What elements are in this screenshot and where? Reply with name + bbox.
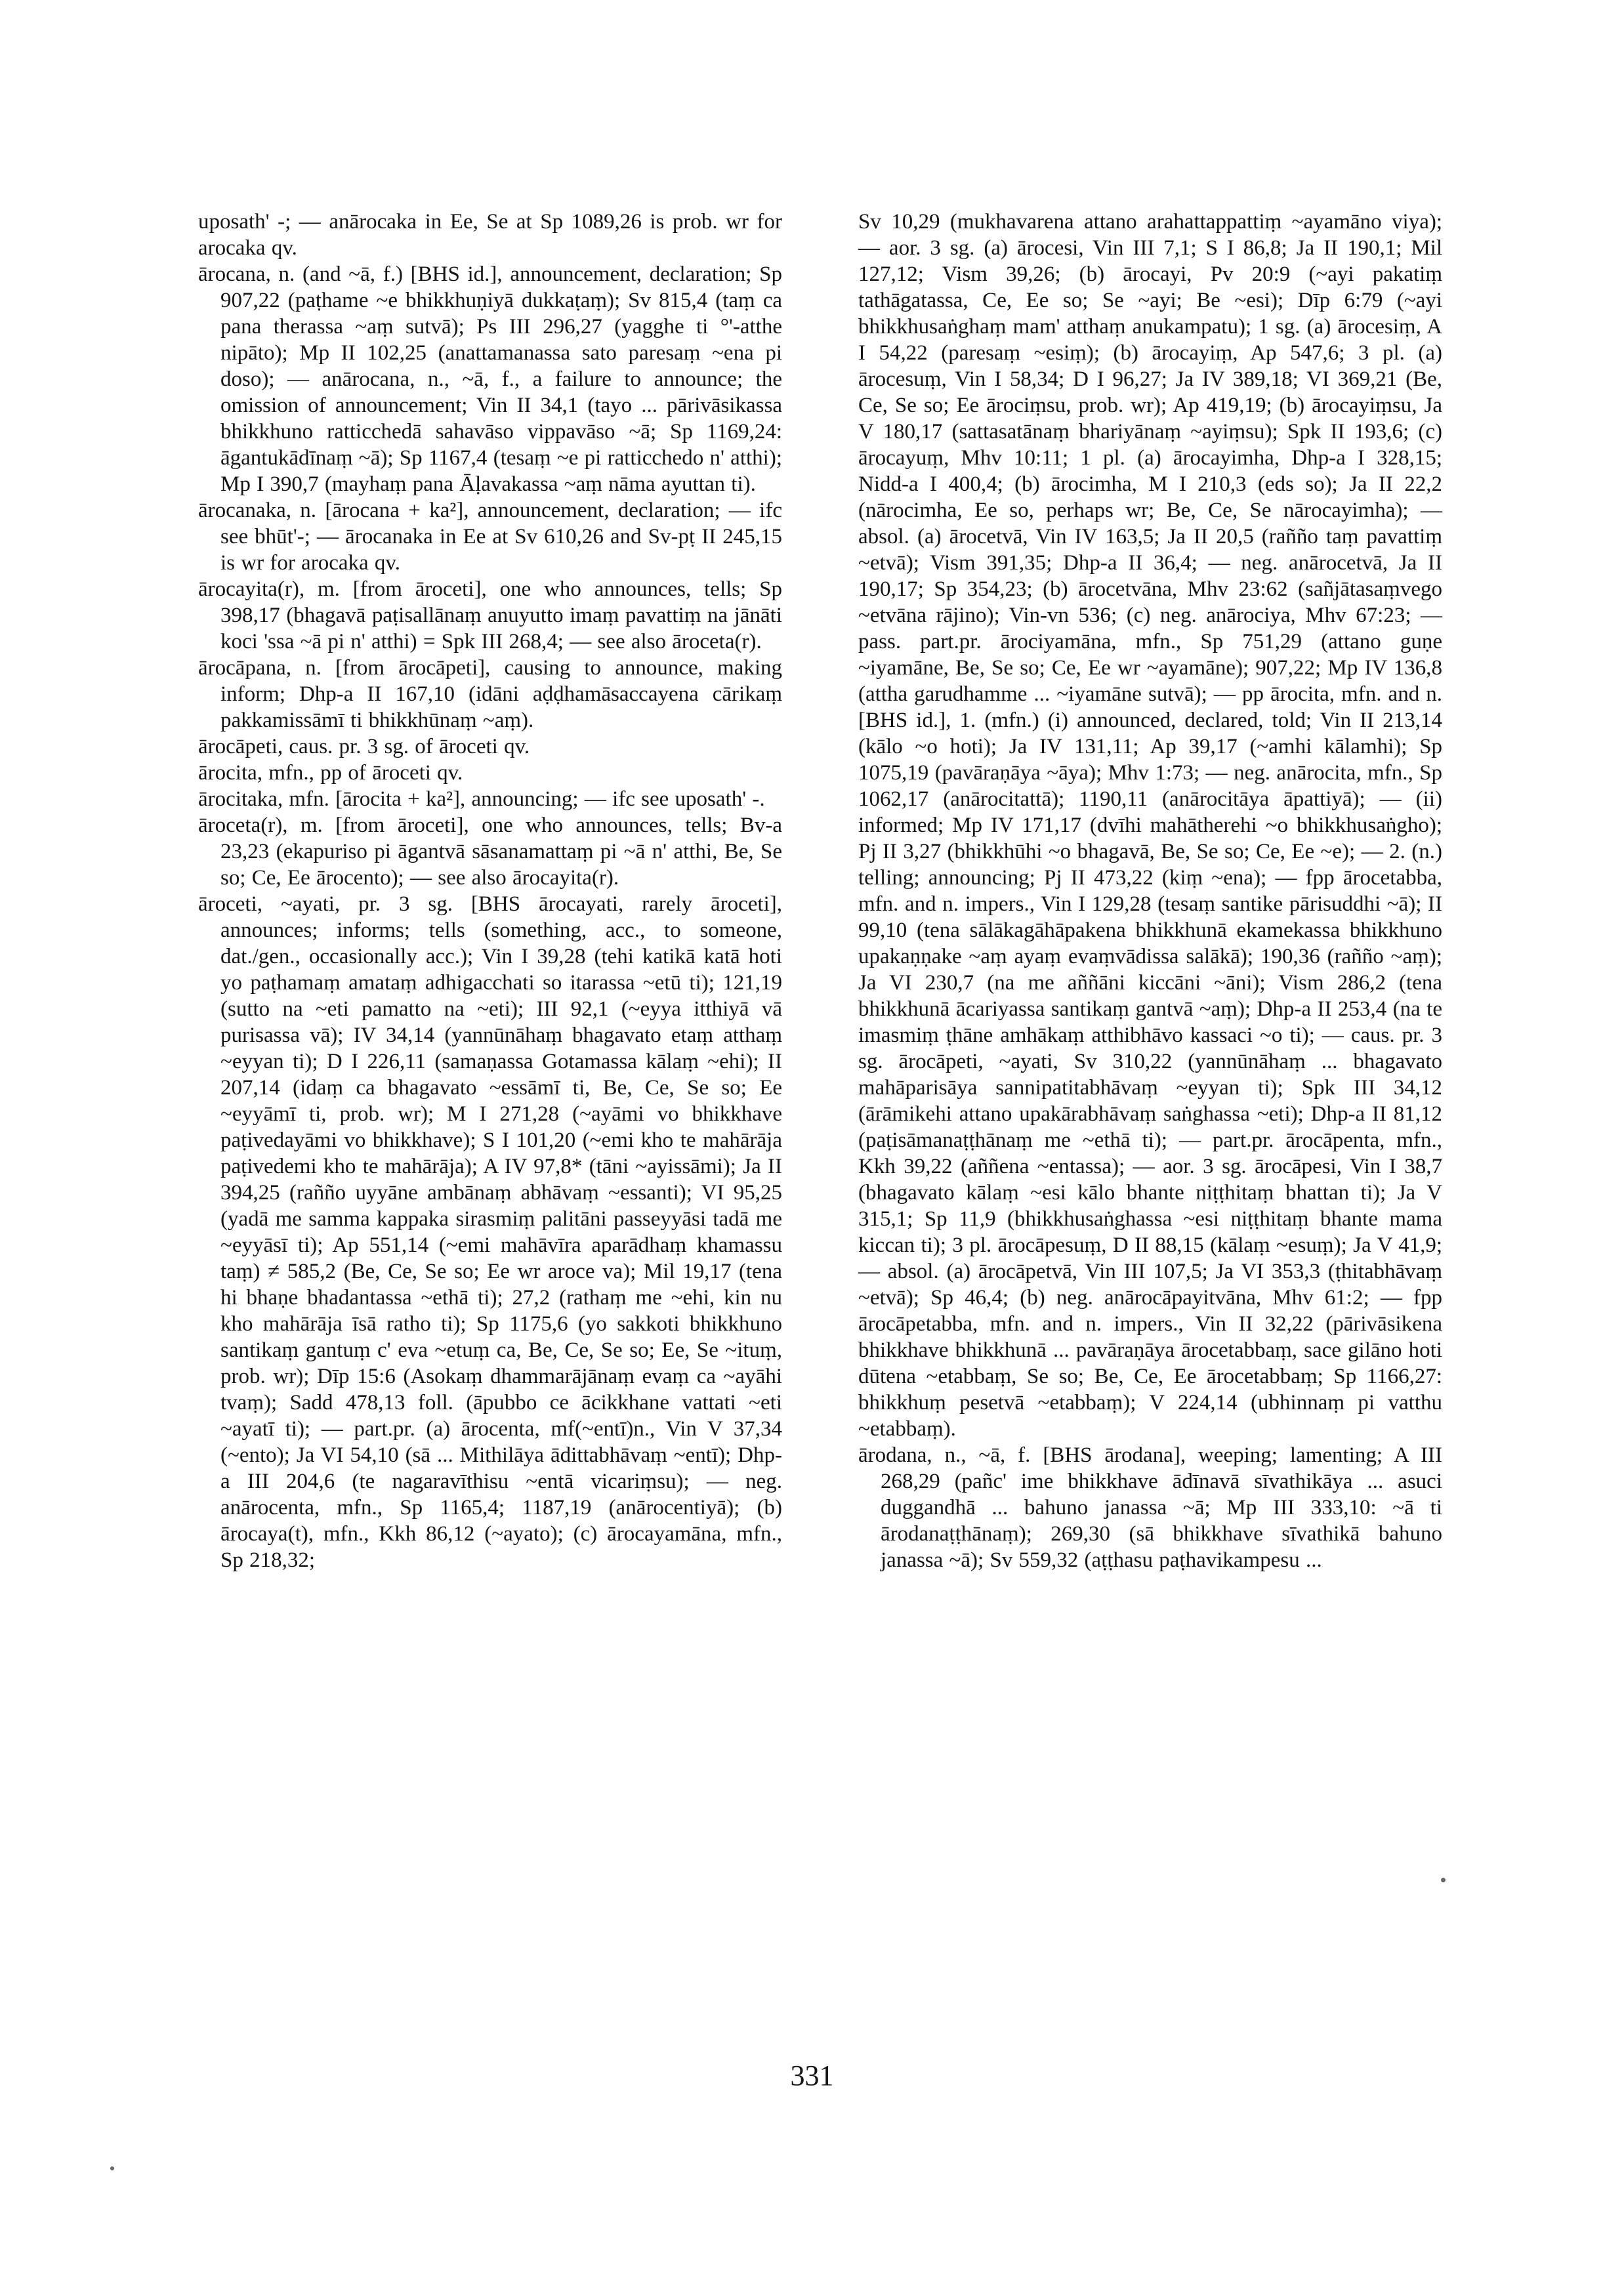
entry-arocita: ārocita, mfn., pp of āroceti qv. [198,761,463,785]
scan-speck [110,2166,114,2170]
right-column [858,209,1442,1573]
page-number: 331 [790,2059,834,2092]
left-column [198,209,782,1573]
entry-arocetar: āroceta(r), m. [from āroceti], one who announces, tells; Bv-a 23,23 (ekapuriso pi āgantvā sāsanamattaṃ pi ~ā n' atthi, Be, Se so; Ce, Ee ārocento); — see also ārocayita(r). [198,814,782,890]
entry-arocanaka: ārocanaka, n. [ārocana + ka²], announcement, declaration; — ifc see bhūt'-; — ārocanaka in Ee at Sv 610,26 and Sv-pṭ II 245,15 is wr for arocaka qv. [198,499,782,575]
entry-arodana: ārodana, n., ~ā, f. [BHS ārodana], weeping; lamenting; A III 268,29 (pañc' ime bhikkhave ādīnavā sīvathikāya ... asuci duggandhā ... bahuno janassa ~ā; Mp III 333,10: ~ā ti ārodanaṭṭhānaṃ); 269,30 (sā bhikkhave sīvathikā bahuno janassa ~ā); Sv 559,32 (aṭṭhasu paṭhavikampesu ... [858,1443,1442,1572]
entry-arocapana: ārocāpana, n. [from ārocāpeti], causing to announce, making inform; Dhp-a II 167,10 (idāni aḍḍhamāsaccayena cārikaṃ pakkamissāmī ti bhikkhūnaṃ ~aṃ). [198,656,782,732]
entry-aroceti: āroceti, ~ayati, pr. 3 sg. [BHS ārocayati, rarely āroceti], announces; informs; tells (something, acc., to someone, dat./gen., occasionally acc.); Vin I 39,28 (tehi katikā katā hoti yo paṭhamaṃ amataṃ adhigacchati so itarassa ~etū ti); 121,19 (sutto na ~eti pamatto na ~eti); III 92,1 (~eyya itthiyā vā purisassa vā); IV 34,14 (yannūnāhaṃ bhagavato etaṃ atthaṃ ~eyyan ti); D I 226,11 (samaṇassa Gotamassa kālaṃ ~ehi); II 207,14 (idaṃ ca bhagavato ~essāmī ti, Be, Ce, Se so; Ee ~eyyāmī ti, prob. wr); M I 271,28 (~ayāmi vo bhikkhave paṭivedayāmi vo bhikkhave); S I 101,20 (~emi kho te mahārāja paṭivedemi kho te mahārāja); A IV 97,8* (tāni ~ayissāmi); Ja II 394,25 (rañño uyyāne ambānaṃ abhāvaṃ ~essanti); VI 95,25 (yadā me samma kappaka sirasmiṃ palitāni passeyyāsi tadā me ~eyyāsī ti); Ap 551,14 (~emi mahāvīra aparādhaṃ khamassu taṃ) ≠ 585,2 (Be, Ce, Se so; Ee wr aroce va); Mil 19,17 (tena hi bhaṇe bhadantassa ~ethā ti); 27,2 (rathaṃ me ~ehi, kin nu kho mahārāja īsā ratho ti); Sp 1175,6 (yo sakkoti bhikkhuno santikaṃ gantuṃ c' eva ~etuṃ ca, Be, Ce, Se so; Ee, Se ~ituṃ, prob. wr); Dīp 15:6 (Asokaṃ dhammarājānaṃ evaṃ ca ~ayāhi tvaṃ); Sadd 478,13 foll. (āpubbo ce ācikkhane vattati ~eti ~ayatī ti); — part.pr. (a) ārocenta, mf(~entī)n., Vin V 37,34 (~ento); Ja VI 54,10 (sā ... Mithilāya ādittabhāvaṃ ~entī); Dhp-a III 204,6 (te nagaravīthisu ~entā vicariṃsu); — neg. anārocenta, mfn., Sp 1165,4; 1187,19 (anārocentiyā); (b) ārocaya(t), mfn., Kkh 86,12 (~ayato); (c) ārocayamāna, mfn., Sp 218,32; [198,892,782,1572]
scan-speck [1441,1878,1446,1882]
entry-arocitaka: ārocitaka, mfn. [ārocita + ka²], announcing; — ifc see uposath' -. [198,787,765,811]
entry-arocana: ārocana, n. (and ~ā, f.) [BHS id.], announcement, declaration; Sp 907,22 (paṭhame ~e bhikkhuṇiyā dukkaṭaṃ); Sv 815,4 (taṃ ca pana therassa ~aṃ sutvā); Ps III 296,27 (yagghe ti °'-atthe nipāto); Mp II 102,25 (anattamanassa sato paresaṃ ~ena pi doso); — anārocana, n., ~ā, f., a failure to announce; the omission of announcement; Vin II 34,1 (tayo ... pārivāsikassa bhikkhuno ratticchedā sahavāso vippavāso ~ā; Sp 1169,24: āgantukādīnaṃ ~ā); Sp 1167,4 (tesaṃ ~e pi ratticchedo n' atthi); Mp I 390,7 (mayhaṃ pana Āḷavakassa ~aṃ nāma ayuttan ti). [198,262,782,496]
entry-arocapeti: ārocāpeti, caus. pr. 3 sg. of āroceti qv. [198,735,530,758]
entry-continuation: uposath' -; — anārocaka in Ee, Se at Sp 1089,26 is prob. wr for arocaka qv. [198,210,782,260]
entry-arocayitar: ārocayita(r), m. [from āroceti], one who announces, tells; Sp 398,17 (bhagavā paṭisallānaṃ anuyutto imaṃ pavattiṃ na jānāti koci 'ssa ~ā pi n' atthi) = Spk III 268,4; — see also āroceta(r). [198,577,782,653]
entry-continuation: Sv 10,29 (mukhavarena attano arahattappattiṃ ~ayamāno viya); — aor. 3 sg. (a) ārocesi, Vin III 7,1; S I 86,8; Ja II 190,1; Mil 127,12; Vism 39,26; (b) ārocayi, Pv 20:9 (~ayi pakatiṃ tathāgatassa, Ce, Ee so; Se ~ayi; Be ~esi); Dīp 6:79 (~ayi bhikkhusaṅghaṃ mam' atthaṃ anukampatu); 1 sg. (a) ārocesiṃ, A I 54,22 (paresaṃ ~esiṃ); (b) ārocayiṃ, Ap 547,6; 3 pl. (a) ārocesuṃ, Vin I 58,34; D I 96,27; Ja IV 389,18; VI 369,21 (Be, Ce, Se so; Ee ārociṃsu, prob. wr); Ap 419,19; (b) ārocayiṃsu, Ja V 180,17 (sattasatānaṃ bhariyānaṃ ~ayiṃsu); Spk II 193,6; (c) ārocayuṃ, Mhv 10:11; 1 pl. (a) ārocayimha, Dhp-a I 328,15; Nidd-a I 400,4; (b) ārocimha, M I 210,3 (eds so); Ja II 22,2 (nārocimha, Ee so, perhaps wr; Be, Ce, Se nārocayimha); — absol. (a) ārocetvā, Vin IV 163,5; Ja II 20,5 (rañño taṃ pavattiṃ ~etvā); Vism 391,35; Dhp-a II 36,4; — neg. anārocetvā, Ja II 190,17; Sp 354,23; (b) ārocetvāna, Mhv 23:62 (sañjātasaṃvego ~etvāna rājino); Vin-vn 536; (c) neg. anārociya, Mhv 67:23; — pass. part.pr. ārociyamāna, mfn., Sp 751,29 (attano guṇe ~iyamāne, Be, Se so; Ce, Ee wr ~ayamāne); 907,22; Mp IV 136,8 (attha garudhamme ... ~iyamāne sutvā); — pp ārocita, mfn. and n. [BHS id.], 1. (mfn.) (i) announced, declared, told; Vin II 213,14 (kālo ~o hoti); Ja IV 131,11; Ap 39,17 (~amhi kālamhi); Sp 1075,19 (pavāraṇāya ~āya); Mhv 1:73; — neg. anārocita, mfn., Sp 1062,17 (anārocitattā); 1190,11 (anārocitāya āpattiyā); — (ii) informed; Mp IV 171,17 (dvīhi mahātherehi ~o bhikkhusaṅgho); Pj II 3,27 (bhikkhūhi ~o bhagavā, Be, Se so; Ce, Ee ~e); — 2. (n.) telling; announcing; Pj II 473,22 (kiṃ ~ena); — fpp ārocetabba, mfn. and n. impers., Vin I 129,28 (tesaṃ santike pārisuddhi ~ā); II 99,10 (tena sālākagāhāpakena bhikkhunā ekamekassa bhikkhuno upakaṇṇake ~aṃ ayaṃ evaṃvādissa salākā); 190,36 (rañño ~aṃ); Ja VI 230,7 (na me aññāni kiccāni ~āni); Vism 286,2 (tena bhikkhunā ācariyassa santikaṃ gantvā ~aṃ); Dhp-a II 253,4 (na te imasmiṃ ṭhāne amhākaṃ atthibhāvo kassaci ~o ti); — caus. pr. 3 sg. ārocāpeti, ~ayati, Sv 310,22 (yannūnāhaṃ ... bhagavato mahāparisāya sannipatitabhāvaṃ ~eyyan ti); Spk III 34,12 (ārāmikehi attano upakārabhāvaṃ saṅghassa ~eti); Dhp-a II 81,12 (paṭisāmanaṭṭhānaṃ me ~ethā ti); — part.pr. ārocāpenta, mfn., Kkh 39,22 (aññena ~entassa); — aor. 3 sg. ārocāpesi, Vin I 38,7 (bhagavato kālaṃ ~esi kālo bhante niṭṭhitaṃ bhattan ti); Ja V 315,1; Sp 11,9 (bhikkhusaṅghassa ~esi niṭṭhitaṃ bhante mama kiccan ti); 3 pl. ārocāpesuṃ, D II 88,15 (kālaṃ ~esuṃ); Ja V 41,9; — absol. (a) ārocāpetvā, Vin III 107,5; Ja VI 353,3 (ṭhitabhāvaṃ ~etvā); Sp 46,4; (b) neg. anārocāpayitvāna, Mhv 61:2; — fpp ārocāpetabba, mfn. and n. impers., Vin II 32,22 (pārivāsikena bhikkhave bhikkhunā ... pavāraṇāya ārocetabbaṃ, sace gilāno hoti dūtena ~etabbaṃ, Se so; Be, Ce, Ee ārocetabbaṃ; Sp 1166,27: bhikkhuṃ pesetvā ~etabbaṃ); V 224,14 (ubhinnaṃ pi vatthu ~etabbaṃ). [858,210,1442,1441]
